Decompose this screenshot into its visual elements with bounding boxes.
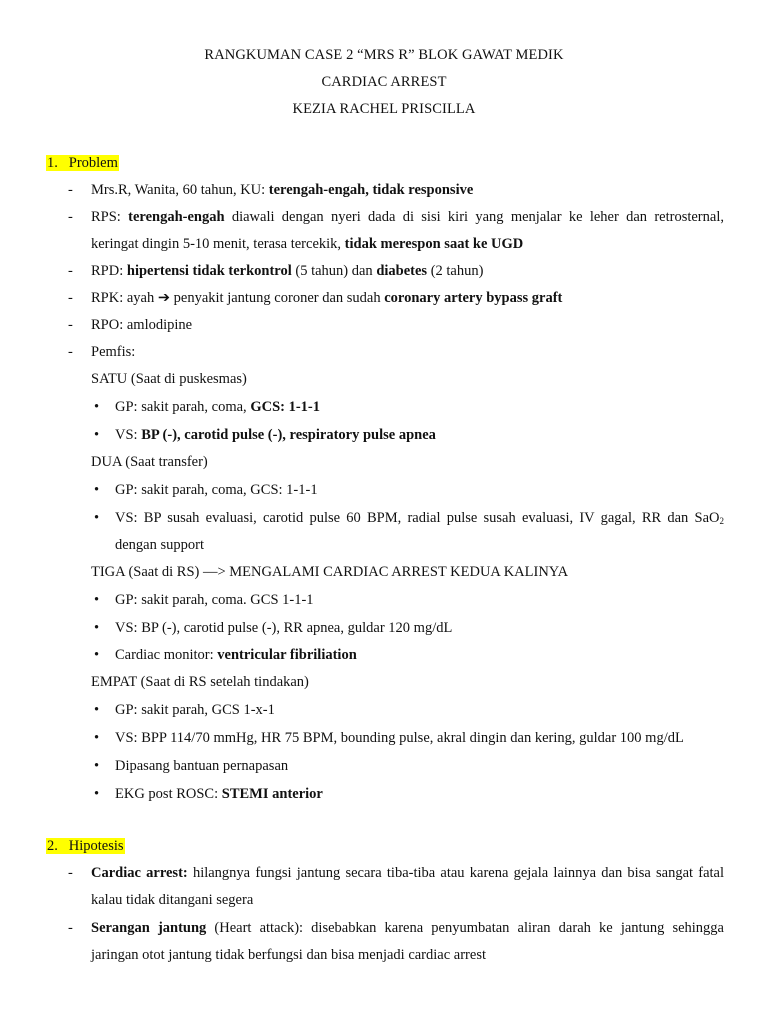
dash-marker: - bbox=[68, 344, 73, 360]
list-item-rps: RPS: terengah-engah diawali dengan nyeri dada di sisi kiri yang menjalar ke leher dan retrosternal, bbox=[91, 209, 724, 225]
list-item-rps-cont: keringat dingin 5-10 menit, terasa tercekik, tidak merespon saat ke UGD bbox=[91, 236, 524, 252]
bullet-marker: • bbox=[94, 427, 100, 443]
bullet-marker: • bbox=[94, 399, 100, 415]
list-item-rpo: RPO: amlodipine bbox=[91, 317, 193, 333]
bullet-item-tiga-vs: VS: BP (-), carotid pulse (-), RR apnea, guldar 120 mg/dL bbox=[115, 620, 453, 636]
section-heading-hipotesis bbox=[46, 836, 125, 856]
bullet-marker: • bbox=[94, 647, 100, 663]
list-item-pemfis: Pemfis: bbox=[91, 344, 136, 360]
dash-marker: - bbox=[68, 182, 73, 198]
bullet-item-satu-gp: GP: sakit parah, coma, GCS: 1-1-1 bbox=[115, 399, 320, 415]
dash-marker: - bbox=[68, 209, 73, 225]
bullet-item-dua-vs-cont: dengan support bbox=[115, 537, 204, 553]
list-item-ku: Mrs.R, Wanita, 60 tahun, KU: terengah-engah, tidak responsive bbox=[91, 182, 474, 198]
stage-label-tiga: TIGA (Saat di RS) —> MENGALAMI CARDIAC ARREST KEDUA KALINYA bbox=[91, 564, 569, 580]
list-item-serangan-jantung-cont: jaringan otot jantung tidak berfungsi dan bisa menjadi cardiac arrest bbox=[91, 947, 486, 963]
list-item-rpd: RPD: hipertensi tidak terkontrol (5 tahun) dan diabetes (2 tahun) bbox=[91, 263, 484, 279]
arrow-icon: ➔ bbox=[157, 290, 171, 306]
section-number: 2. Hipotesis bbox=[47, 838, 124, 854]
dash-marker: - bbox=[68, 920, 73, 936]
bullet-item-empat-gp: GP: sakit parah, GCS 1-x-1 bbox=[115, 702, 275, 718]
bullet-marker: • bbox=[94, 620, 100, 636]
stage-label-dua: DUA (Saat transfer) bbox=[91, 454, 208, 470]
bullet-item-tiga-monitor: Cardiac monitor: ventricular fibriliation bbox=[115, 647, 357, 663]
list-item-cardiac-arrest-cont: kalau tidak ditangani segera bbox=[91, 892, 254, 908]
bullet-marker: • bbox=[94, 510, 100, 526]
dash-marker: - bbox=[68, 263, 73, 279]
doc-title-line-2: CARDIAC ARREST bbox=[321, 74, 447, 90]
doc-title-line-3: KEZIA RACHEL PRISCILLA bbox=[292, 101, 476, 117]
section-number: 1. Problem bbox=[47, 155, 118, 171]
bullet-item-tiga-gp: GP: sakit parah, coma. GCS 1-1-1 bbox=[115, 592, 314, 608]
bullet-marker: • bbox=[94, 730, 100, 746]
list-item-cardiac-arrest: Cardiac arrest: hilangnya fungsi jantung secara tiba-tiba atau karena gejala lainnya dan bisa sangat fatal bbox=[91, 865, 724, 881]
bullet-item-dua-vs: VS: BP susah evaluasi, carotid pulse 60 BPM, radial pulse susah evaluasi, IV gagal, RR dan SaO$_2$ bbox=[115, 510, 724, 526]
stage-label-empat: EMPAT (Saat di RS setelah tindakan) bbox=[91, 674, 309, 690]
stage-label-satu: SATU (Saat di puskesmas) bbox=[91, 371, 247, 387]
bullet-item-dua-gp: GP: sakit parah, coma, GCS: 1-1-1 bbox=[115, 482, 318, 498]
list-item-rpk: RPK: ayah ➔ penyakit jantung coroner dan sudah coronary artery bypass graft bbox=[91, 290, 563, 306]
section-title: Problem bbox=[68, 155, 118, 171]
dash-marker: - bbox=[68, 317, 73, 333]
bullet-marker: • bbox=[94, 702, 100, 718]
section-heading-problem bbox=[46, 153, 119, 173]
bullet-marker: • bbox=[94, 758, 100, 774]
dash-marker: - bbox=[68, 865, 73, 881]
bullet-marker: • bbox=[94, 592, 100, 608]
bullet-item-empat-vs: VS: BPP 114/70 mmHg, HR 75 BPM, bounding pulse, akral dingin dan kering, guldar 100 mg/dL bbox=[115, 730, 684, 746]
bullet-item-empat-napas: Dipasang bantuan pernapasan bbox=[115, 758, 289, 774]
list-item-serangan-jantung: Serangan jantung (Heart attack): disebabkan karena penyumbatan aliran darah ke jantung sehingga bbox=[91, 920, 724, 936]
bullet-marker: • bbox=[94, 786, 100, 802]
section-title: Hipotesis bbox=[68, 838, 124, 854]
doc-title-line-1: RANGKUMAN CASE 2 “MRS R” BLOK GAWAT MEDIK bbox=[204, 47, 564, 63]
bullet-item-satu-vs: VS: BP (-), carotid pulse (-), respiratory pulse apnea bbox=[115, 427, 436, 443]
bullet-item-empat-ekg: EKG post ROSC: STEMI anterior bbox=[115, 786, 323, 802]
dash-marker: - bbox=[68, 290, 73, 306]
bullet-marker: • bbox=[94, 482, 100, 498]
